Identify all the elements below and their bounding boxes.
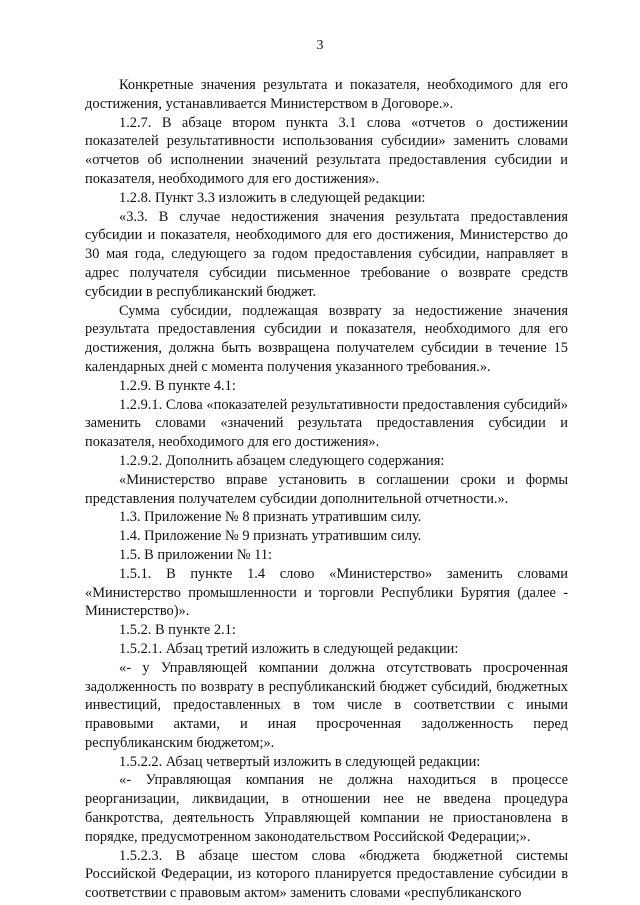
paragraph: «- Управляющая компания не должна находиться в процессе реорганизации, ликвидации, в отношении нее не введена процедура банкротства, деятельность Управляющей компании не приостановлена в порядке, предусмотренном законодательством Российской Федерации;». bbox=[85, 772, 568, 845]
paragraph: Конкретные значения результата и показателя, необходимого для его достижения, устанавливается Министерством в Договоре.». bbox=[85, 77, 568, 112]
paragraph: 1.5.2. В пункте 2.1: bbox=[119, 622, 236, 639]
paragraph: «Министерство вправе установить в соглашении сроки и формы представления получателем субсидии дополнительной отчетности.». bbox=[85, 471, 568, 507]
paragraph: 1.5.2.3. В абзаце шестом слова «бюджета бюджетной системы Российской Федерации, из которого планируется предоставление субсидии в соответствии с правовым актом» заменить словами «республиканского bbox=[85, 847, 568, 902]
paragraph: Сумма субсидии, подлежащая возврату за недостижение значения результата предоставления субсидии и показателя, необходимого для его достижения, должна быть возвращена получателем субсидии в течение 15 календарных дней с момента получения указанного требования.». bbox=[85, 302, 568, 375]
paragraph: 1.5. В приложении № 11: bbox=[119, 546, 273, 563]
paragraph: 1.2.9.1. Слова «показателей результативности предоставления субсидий» заменить словами «значений результата предоставления субсидии и показателя, необходимого для его достижения». bbox=[85, 396, 568, 451]
paragraph: 1.2.7. В абзаце втором пункта 3.1 слова «отчетов о достижении показателей результативности использования субсидии» заменить словами «отчетов об исполнении значений результата предоставления субсидии и показателя, необходимого для его достижения». bbox=[85, 114, 568, 187]
paragraph: 1.2.9.2. Дополнить абзацем следующего содержания: bbox=[119, 452, 445, 469]
paragraph: 1.5.2.1. Абзац третий изложить в следующей редакции: bbox=[119, 640, 459, 657]
page-number: 3 bbox=[316, 38, 324, 53]
paragraph: 1.5.2.2. Абзац четвертый изложить в следующей редакции: bbox=[119, 753, 481, 770]
paragraph: «3.3. В случае недостижения значения результата предоставления субсидии и показателя, необходимого для его достижения, Министерство до 30 мая года, следующего за годом предоставления субсидии, направляет в адрес получателя субсидии письменное требование о возврате средств субсидии в республиканский бюджет. bbox=[85, 208, 568, 300]
paragraph: «- у Управляющей компании должна отсутствовать просроченная задолженность по возврату в республиканский бюджет субсидий, бюджетных инвестиций, предоставленных в том числе в соответствии с иными правовыми актами, и иная просроченная задолженность перед республиканским бюджетом;». bbox=[85, 659, 568, 751]
paragraph: 1.3. Приложение № 8 признать утратившим силу. bbox=[119, 509, 422, 526]
paragraph: 1.2.8. Пункт 3.3 изложить в следующей редакции: bbox=[119, 189, 426, 206]
document-body bbox=[85, 76, 568, 903]
paragraph: 1.2.9. В пункте 4.1: bbox=[119, 377, 236, 394]
paragraph: 1.5.1. В пункте 1.4 слово «Министерство» заменить словами «Министерство промышленности и торговли Республики Бурятия (далее - Министерство)». bbox=[85, 565, 568, 620]
paragraph: 1.4. Приложение № 9 признать утратившим силу. bbox=[119, 528, 422, 545]
